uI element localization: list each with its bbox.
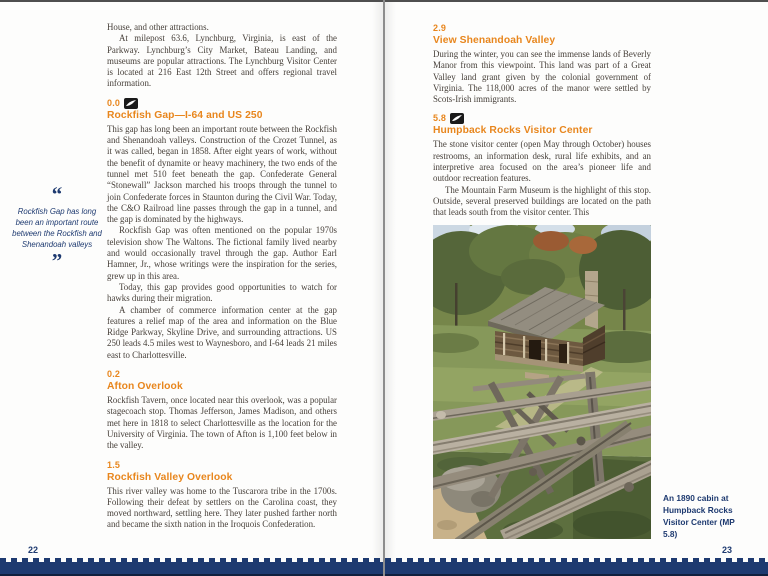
left-text-column xyxy=(107,22,337,531)
pull-quote-text: Rockfish Gap has long been an important route between the Rockfish and Shenandoah valleys xyxy=(12,207,102,249)
gutter-line xyxy=(383,0,385,576)
bird-icon xyxy=(124,98,138,109)
close-quote-icon: ” xyxy=(51,249,63,273)
body-paragraph: Rockfish Gap was often mentioned on the popular 1970s television show The Waltons. The fictional family lived nearby and would occasionally travel through the gap. Author Earl Hamner, Jr., whose writings were the inspiration for the series, grew up in this area. xyxy=(107,225,337,281)
milepost-row xyxy=(107,459,337,472)
open-quote-icon: “ xyxy=(51,182,63,206)
page-number-left: 22 xyxy=(28,545,39,555)
milepost-row xyxy=(433,22,651,35)
body-paragraph: Rockfish Tavern, once located near this overlook, was a popular stagecoach stop. Thomas Jefferson, James Madison, and others met here in 1818 to select Charlottesville as the location for the University of Virginia. The town of Afton is 1,100 feet below in the valley. xyxy=(107,395,337,451)
body-paragraph: At milepost 63.6, Lynchburg, Virginia, is east of the Parkway. Lynchburg’s City Market, Bateau Landing, and museums are popular attractions. The Lynchburg Visitor Center is located at 216 East 12th Street and offers regional travel information. xyxy=(107,33,337,89)
page-right xyxy=(384,0,768,576)
section-title: Rockfish Valley Overlook xyxy=(107,471,233,483)
body-paragraph: The Mountain Farm Museum is the highlight of this stop. Outside, several preserved buildings are located on the path that leads south from the visitor center. This xyxy=(433,184,651,218)
body-paragraph: Today, this gap provides good opportunities to watch for hawks during their migration. xyxy=(107,281,337,304)
body-paragraph: During the winter, you can see the immense lands of Beverly Manor from this viewpoint. This land was part of a Great Valley land grant given by the colonial government of Virginia. The 118,000 acres of the manor were settled by Scots-Irish immigrants. xyxy=(433,49,651,105)
milepost-number: 2.9 xyxy=(433,23,447,33)
milepost-number: 0.0 xyxy=(107,97,121,108)
body-paragraph: This river valley was home to the Tuscarora tribe in the 1700s. Following their defeat by settlers on the Carolina coast, they moved northward, settling here. They later pushed farther north and became the sixth nation in the Iroquois Confederation. xyxy=(107,485,337,530)
milepost-number: 5.8 xyxy=(433,113,447,124)
bird-icon xyxy=(450,113,464,124)
section-title: Rockfish Gap—I-64 and US 250 xyxy=(107,109,263,121)
gutter-shadow-right xyxy=(384,0,396,576)
milepost-row xyxy=(107,368,337,381)
page-number-right: 23 xyxy=(722,545,733,555)
cabin-photo xyxy=(433,225,651,539)
pull-quote xyxy=(12,182,102,273)
milepost-row xyxy=(433,112,651,125)
section-title: View Shenandoah Valley xyxy=(433,35,556,46)
body-paragraph: A chamber of commerce information center at the gap features a relief map of the area and information on the Blue Ridge Parkway, Skyline Drive, and surrounding attractions. US 250 leads 4.5 miles west to Waynesboro, and I-64 leads 21 miles east to Charlottesville. xyxy=(107,304,337,360)
right-text-column xyxy=(433,22,651,539)
photo-caption: An 1890 cabin at Humpback Rocks Visitor Center (MP 5.8) xyxy=(663,493,735,539)
body-paragraph: House, and other attractions. xyxy=(107,22,209,32)
section-title: Humpback Rocks Visitor Center xyxy=(433,125,593,137)
milepost-number: 0.2 xyxy=(107,369,121,380)
milepost-number: 1.5 xyxy=(107,459,121,470)
section-title: Afton Overlook xyxy=(107,381,183,393)
milepost-row xyxy=(107,97,337,110)
body-paragraph: This gap has long been an important route between the Rockfish and Shenandoah valleys. Construction of the Crozet Tunnel, as it was called, began in 1858. After eight years of work, without the benefit of dynamite or heavy machinery, the two ends of the tunnel met 510 feet beneath the gap. Confederate General “Stonewall” Jackson marched his troops through the tunnel to join Confederate forces in Staunton during the Civil War. Today, the C&O Railroad line passes through the gap in a tunnel, and the gap is dominated by the highways. xyxy=(107,123,337,225)
body-paragraph: The stone visitor center (open May through October) houses restrooms, an information desk, rural life exhibits, and an interpretive area focused on the area’s pioneer life and outdoor recreation features. xyxy=(433,139,651,184)
